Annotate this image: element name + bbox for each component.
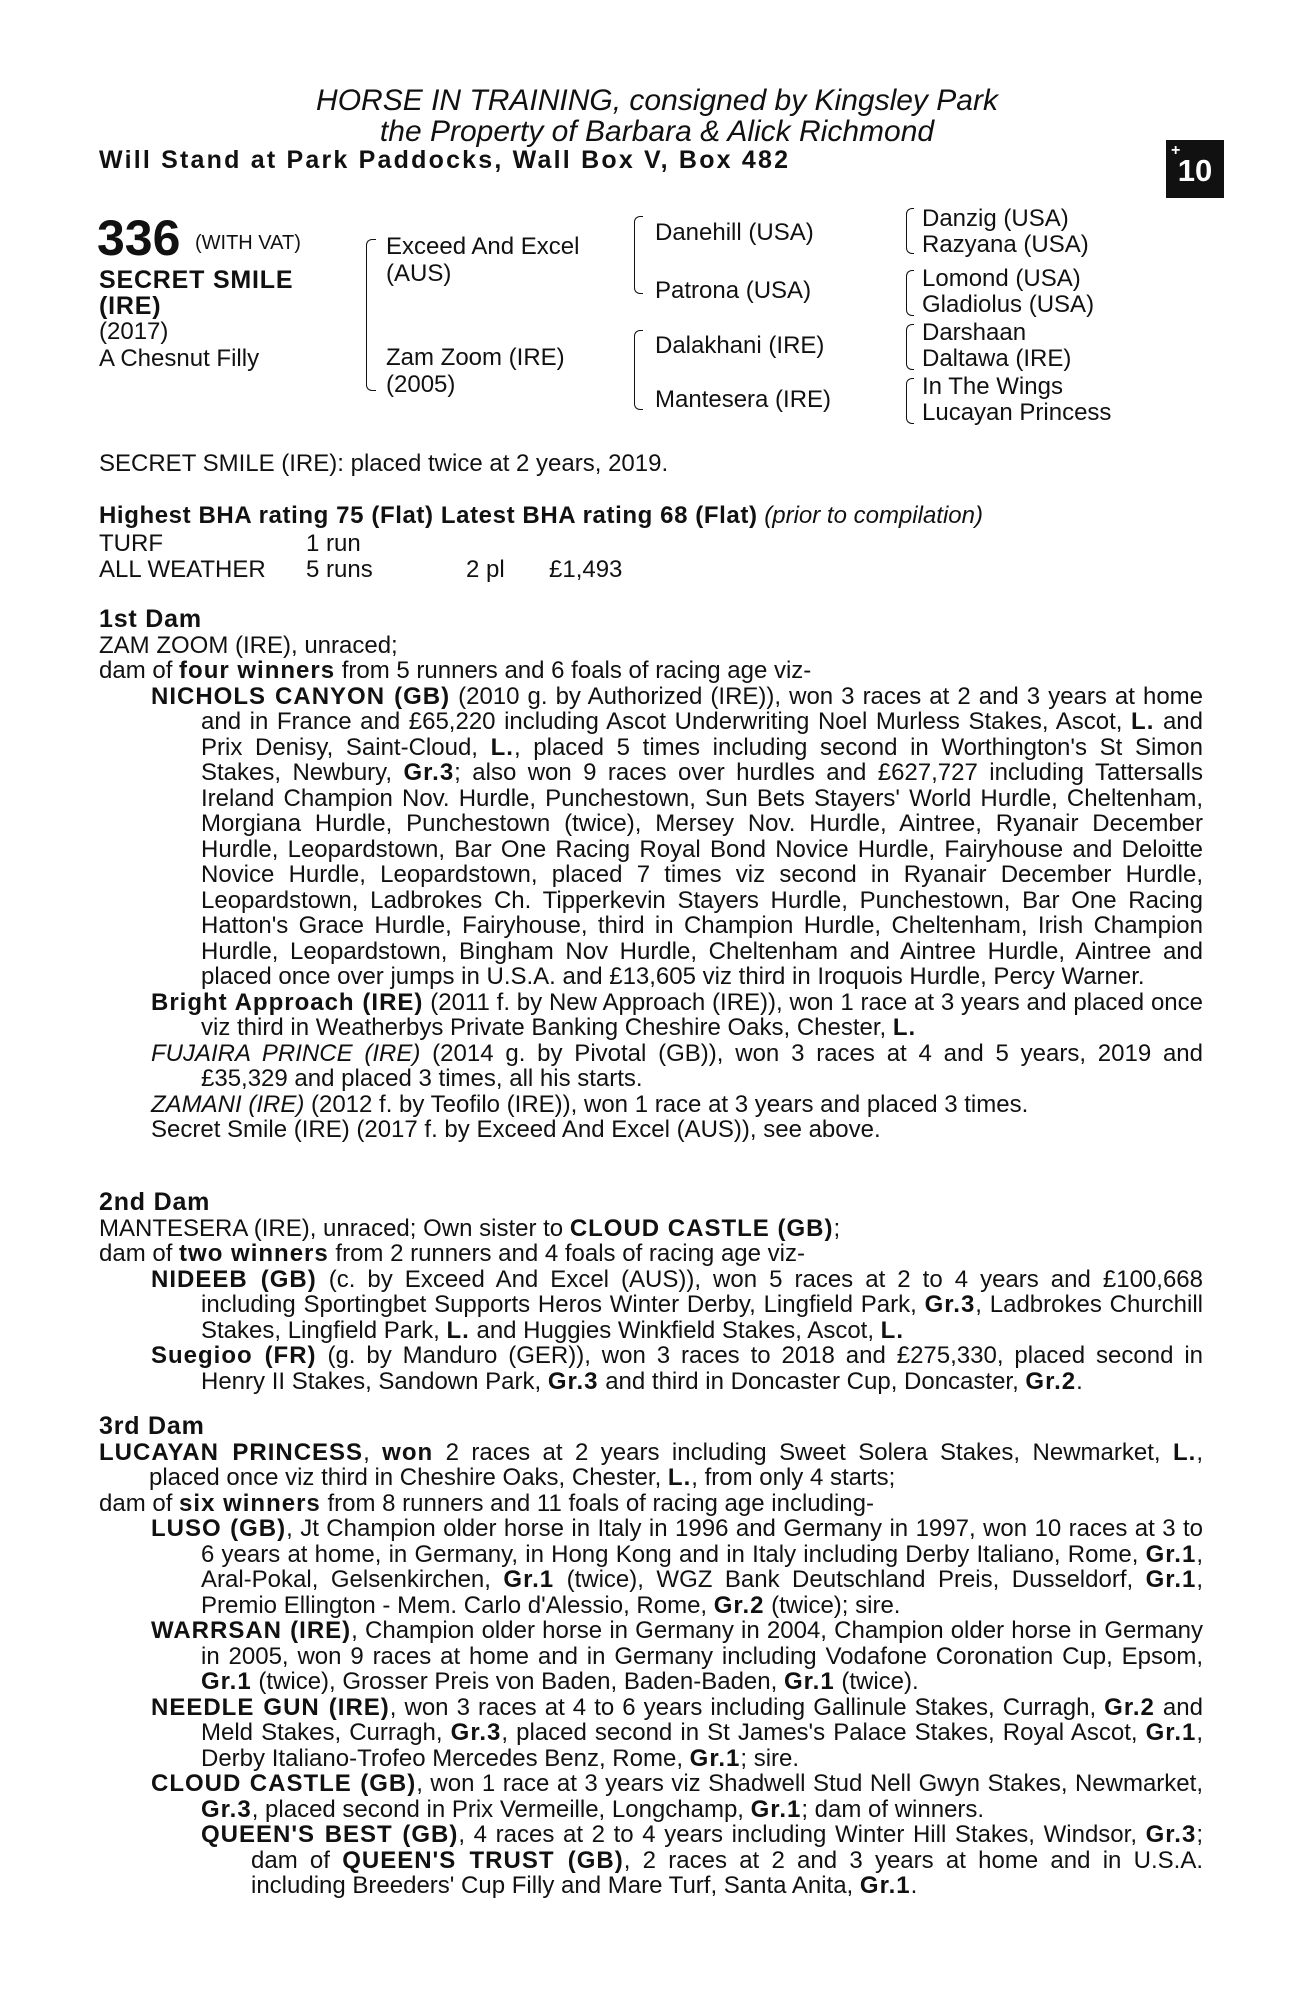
progeny-entry: [151, 1771, 1203, 1822]
text: , Aral-Pokal, Gelsenkirchen,: [201, 1540, 1203, 1593]
text: .: [910, 1872, 918, 1899]
group-badge: Gr.2: [1104, 1693, 1155, 1721]
ratings-line: [99, 502, 983, 530]
text: , Champion older horse in Germany in 2004, Champion older horse in Germany in 2005, won 9 races at home and in Germany including Vodafone Coronation Cup, Epsom,: [201, 1617, 1204, 1670]
progeny-name: ZAMANI (IRE): [151, 1090, 305, 1118]
text: (twice), WGZ Bank Deutschland Preis, Dusseldorf,: [554, 1566, 1146, 1593]
winner-count: two winners: [179, 1240, 329, 1267]
vat-label: (WITH VAT): [195, 232, 301, 254]
aw-earnings: £1,493: [549, 556, 623, 583]
badge-number: 10: [1177, 153, 1213, 188]
group-badge: Gr.1: [503, 1566, 555, 1593]
second-dam-title: 2nd Dam: [99, 1188, 211, 1216]
granddam-1: Danzig (USA): [922, 205, 1069, 232]
third-dam-summary: [99, 1491, 1203, 1517]
text: , Jt Champion older horse in Italy in 1996 and Germany in 1997, won 10 races at 3 to 6 years at home, in Germany, in Hong Kong and in Italy including Derby Italiano, Rome,: [201, 1515, 1204, 1568]
text: .: [1076, 1367, 1083, 1395]
first-dam-title: 1st Dam: [99, 605, 202, 633]
ratings-note: (prior to compilation): [764, 502, 983, 529]
progeny-entry: [151, 990, 1203, 1041]
turf-runs: 1 run: [306, 530, 361, 557]
group-badge: Gr.3: [1145, 1821, 1197, 1848]
badge-sup: +: [1171, 142, 1181, 159]
aw-runs: 5 runs: [306, 556, 373, 583]
horse-country: (IRE): [99, 292, 162, 320]
bha-ratings: Highest BHA rating 75 (Flat) Latest BHA rating 68 (Flat): [99, 502, 758, 529]
text: ;: [833, 1214, 841, 1242]
dam-year: (2005): [386, 371, 456, 398]
text: ; dam of: [251, 1821, 1203, 1874]
text: and Huggies Winkfield Stakes, Ascot,: [469, 1316, 881, 1344]
dam-name: LUCAYAN PRINCESS: [99, 1438, 364, 1466]
listed-badge: L.: [446, 1316, 470, 1344]
text: , from only 4 starts;: [691, 1464, 896, 1491]
progeny-entry: [151, 1343, 1203, 1394]
third-dam-title: 3rd Dam: [99, 1412, 205, 1440]
dam-name: Zam Zoom (IRE): [386, 344, 565, 371]
group-badge: Gr.1: [1145, 1566, 1197, 1593]
text: (2010 g. by Authorized (IRE)), won 3 races at 2 and 3 years at home and in France and £65,220 including Ascot Underwriting Noel Murless Stakes, Ascot,: [201, 682, 1204, 735]
progeny-entry: [151, 1267, 1203, 1344]
sire-country: (AUS): [386, 260, 452, 287]
catalogue-header-line1: HORSE IN TRAINING, consigned by Kingsley Park: [316, 84, 998, 117]
group-badge: Gr.2: [713, 1591, 765, 1619]
group-badge: Gr.1: [689, 1744, 741, 1772]
text: ; sire.: [740, 1744, 800, 1772]
progeny-entry: [151, 1092, 1203, 1118]
horse-description: A Chesnut Filly: [99, 345, 260, 372]
text: , 4 races at 2 to 4 years including Winter Hill Stakes, Windsor,: [458, 1821, 1146, 1848]
pedigree-brace: [634, 330, 643, 410]
listed-badge: L.: [1173, 1438, 1197, 1466]
group-badge: Gr.1: [1145, 1719, 1197, 1746]
pedigree-brace: [634, 216, 643, 294]
progeny-name: QUEEN'S BEST (GB): [201, 1821, 459, 1848]
group-badge: Gr.1: [750, 1795, 802, 1823]
text: , placed once viz third in Cheshire Oaks, Chester,: [149, 1438, 1203, 1491]
won-label: won: [382, 1438, 434, 1466]
dam-sire: Dalakhani (IRE): [655, 332, 825, 359]
relative-name: CLOUD CASTLE (GB): [569, 1214, 834, 1242]
second-dam-intro: [99, 1216, 1203, 1242]
group-badge: Gr.2: [1025, 1367, 1077, 1395]
text: (twice), Grosser Preis von Baden, Baden-Baden,: [251, 1668, 784, 1695]
text: (twice); sire.: [764, 1591, 901, 1619]
group-badge: Gr.3: [403, 759, 455, 786]
progeny-entry: [151, 1041, 1203, 1092]
granddam-5: Darshaan: [922, 319, 1027, 346]
listed-badge: L.: [667, 1464, 692, 1491]
first-dam-summary: [99, 658, 1203, 684]
text: (twice).: [834, 1668, 919, 1695]
text: , won 1 race at 3 years viz Shadwell Stud Nell Gwyn Stakes, Newmarket,: [416, 1770, 1203, 1797]
sire-dam: Patrona (USA): [655, 277, 812, 304]
progeny-entry: Secret Smile (IRE) (2017 f. by Exceed And Excel (AUS)), see above.: [151, 1116, 881, 1143]
text: 2 races at 2 years including Sweet Solera Stakes, Newmarket,: [433, 1438, 1173, 1466]
catalogue-header-line2: the Property of Barbara & Alick Richmond: [379, 115, 935, 148]
text: dam of: [99, 1489, 180, 1517]
page-badge: [1166, 140, 1224, 198]
progeny-entry: [151, 684, 1203, 990]
text: dam of: [99, 657, 180, 684]
text: ; also won 9 races over hurdles and £627,727 including Tattersalls Ireland Champion Nov. Hurdle, Punchestown, Sun Bets Stayers' World Hurdle, Cheltenham, Morgiana Hurdle, Punchestown (twice), Mersey Nov. Hurdle, Aintree, Ryanair December Hurdle, Leopardstown, Bar One Racing Royal Bond Novice Hurdle, Fairyhouse and Deloitte Novice Hurdle, Leopardstown, placed 7 times viz second in Ryanair December Hurdle, Leopardstown, Ladbrokes Ch. Tipperkevin Stayers Hurdle, Punchestown, Bar One Racing Hatton's Grace Hurdle, Fairyhouse, third in Champion Hurdle, Cheltenham, Irish Champion Hurdle, Leopardstown, Bingham Nov Hurdle, Cheltenham and Aintree Hurdle, Aintree and placed once over jumps in U.S.A. and £13,605 viz third in Iroquois Hurdle, Percy Warner.: [201, 759, 1203, 990]
granddam-2: Razyana (USA): [922, 231, 1089, 258]
first-dam-intro: ZAM ZOOM (IRE), unraced;: [99, 631, 398, 659]
pedigree-brace: [906, 270, 914, 316]
granddam-6: Daltawa (IRE): [922, 345, 1072, 372]
third-dam-intro: [99, 1440, 1203, 1491]
progeny-entry: [151, 1618, 1203, 1695]
text: , Derby Italiano-Trofeo Mercedes Benz, Rome,: [201, 1719, 1204, 1772]
listed-badge: L.: [892, 1014, 917, 1041]
progeny-entry: [151, 1695, 1203, 1772]
text: , won 3 races at 4 to 6 years including Gallinule Stakes, Curragh,: [389, 1693, 1105, 1721]
race-summary: SECRET SMILE (IRE): placed twice at 2 years, 2019.: [99, 450, 669, 477]
group-badge: Gr.1: [1145, 1540, 1197, 1568]
text: , Premio Ellington - Mem. Carlo d'Alessio, Rome,: [201, 1566, 1204, 1619]
lot-number: 336: [97, 210, 181, 266]
text: , placed second in Prix Vermeille, Longchamp,: [251, 1795, 751, 1823]
listed-badge: L.: [880, 1316, 904, 1344]
progeny-entry: [201, 1822, 1203, 1899]
text: , placed 5 times including second in Worthington's St Simon Stakes, Newbury,: [201, 733, 1203, 786]
text: , 2 races at 2 and 3 years at home and in U.S.A. including Breeders' Cup Filly and Mare Turf, Santa Anita,: [251, 1846, 1203, 1899]
group-badge: Gr.1: [201, 1668, 252, 1695]
text: and Meld Stakes, Curragh,: [201, 1693, 1203, 1746]
sire-sire: Danehill (USA): [655, 219, 814, 246]
progeny-name: Bright Approach (IRE): [151, 988, 424, 1016]
text: (2014 g. by Pivotal (GB)), won 3 races at 4 and 5 years, 2019 and £35,329 and placed 3 times, all his starts.: [201, 1039, 1204, 1092]
text: (c. by Exceed And Excel (AUS)), won 5 races at 2 to 4 years and £100,668 including Sportingbet Supports Heros Winter Derby, Lingfield Park,: [201, 1265, 1203, 1318]
granddam-3: Lomond (USA): [922, 265, 1081, 292]
group-badge: Gr.3: [547, 1367, 599, 1395]
pedigree-brace: [366, 239, 376, 391]
progeny-name: FUJAIRA PRINCE (IRE): [151, 1039, 421, 1067]
granddam-7: In The Wings: [922, 373, 1063, 400]
horse-name: SECRET SMILE: [99, 266, 294, 294]
aw-placed: 2 pl: [466, 556, 505, 583]
winner-count: six winners: [179, 1489, 321, 1517]
second-dam-section: [99, 1190, 1203, 1394]
text: , Ladbrokes Churchill Stakes, Lingfield Park,: [201, 1291, 1203, 1344]
text: from 5 runners and 6 foals of racing age viz-: [335, 657, 812, 684]
pedigree-brace: [906, 324, 914, 370]
sire-name: Exceed And Excel: [386, 233, 580, 260]
progeny-name: CLOUD CASTLE (GB): [151, 1770, 417, 1797]
group-badge: Gr.3: [450, 1719, 502, 1746]
listed-badge: L.: [490, 733, 514, 761]
progeny-name: WARRSAN (IRE): [151, 1617, 352, 1644]
text: from 2 runners and 4 foals of racing age viz-: [328, 1240, 805, 1267]
progeny-entry: [151, 1516, 1203, 1618]
second-dam-summary: [99, 1241, 1203, 1267]
progeny-name: NIDEEB (GB): [151, 1265, 317, 1293]
text: MANTESERA (IRE), unraced; Own sister to: [99, 1214, 570, 1242]
turf-label: TURF: [99, 530, 163, 557]
first-dam-section: [99, 607, 1203, 1143]
third-dam-section: [99, 1414, 1203, 1899]
dam-dam: Mantesera (IRE): [655, 386, 832, 413]
group-badge: Gr.1: [859, 1872, 911, 1899]
progeny-name: NICHOLS CANYON (GB): [151, 682, 451, 710]
progeny-name: NEEDLE GUN (IRE): [151, 1693, 390, 1721]
text: and Prix Denisy, Saint-Cloud,: [201, 708, 1203, 761]
text: dam of: [99, 1240, 180, 1267]
progeny-name: LUSO (GB): [151, 1515, 287, 1542]
granddam-4: Gladiolus (USA): [922, 291, 1095, 318]
text: ; dam of winners.: [801, 1795, 985, 1823]
granddam-8: Lucayan Princess: [922, 399, 1112, 426]
aw-label: ALL WEATHER: [99, 556, 266, 583]
text: , placed second in St James's Palace Stakes, Royal Ascot,: [501, 1719, 1146, 1746]
horse-year: (2017): [99, 318, 169, 345]
text: (g. by Manduro (GER)), won 3 races to 2018 and £275,330, placed second in Henry II Stakes, Sandown Park,: [201, 1342, 1203, 1395]
text: and third in Doncaster Cup, Doncaster,: [598, 1367, 1026, 1395]
listed-badge: L.: [1131, 708, 1155, 735]
text: (2011 f. by New Approach (IRE)), won 1 race at 3 years and placed once viz third in Weatherbys Private Banking Cheshire Oaks, Chester,: [201, 988, 1203, 1041]
group-badge: Gr.3: [201, 1795, 252, 1823]
progeny-name: Suegioo (FR): [151, 1342, 317, 1369]
pedigree-brace: [906, 378, 914, 424]
progeny-name: QUEEN'S TRUST (GB): [342, 1846, 624, 1874]
stabling-location: Will Stand at Park Paddocks, Wall Box V, Box 482: [99, 146, 791, 174]
text: from 8 runners and 11 foals of racing age including-: [320, 1489, 874, 1517]
group-badge: Gr.1: [783, 1668, 835, 1695]
group-badge: Gr.3: [924, 1291, 976, 1318]
text: (2012 f. by Teofilo (IRE)), won 1 race at 3 years and placed 3 times.: [304, 1090, 1029, 1118]
text: ,: [363, 1438, 383, 1466]
pedigree-brace: [906, 208, 914, 254]
winner-count: four winners: [179, 657, 336, 684]
